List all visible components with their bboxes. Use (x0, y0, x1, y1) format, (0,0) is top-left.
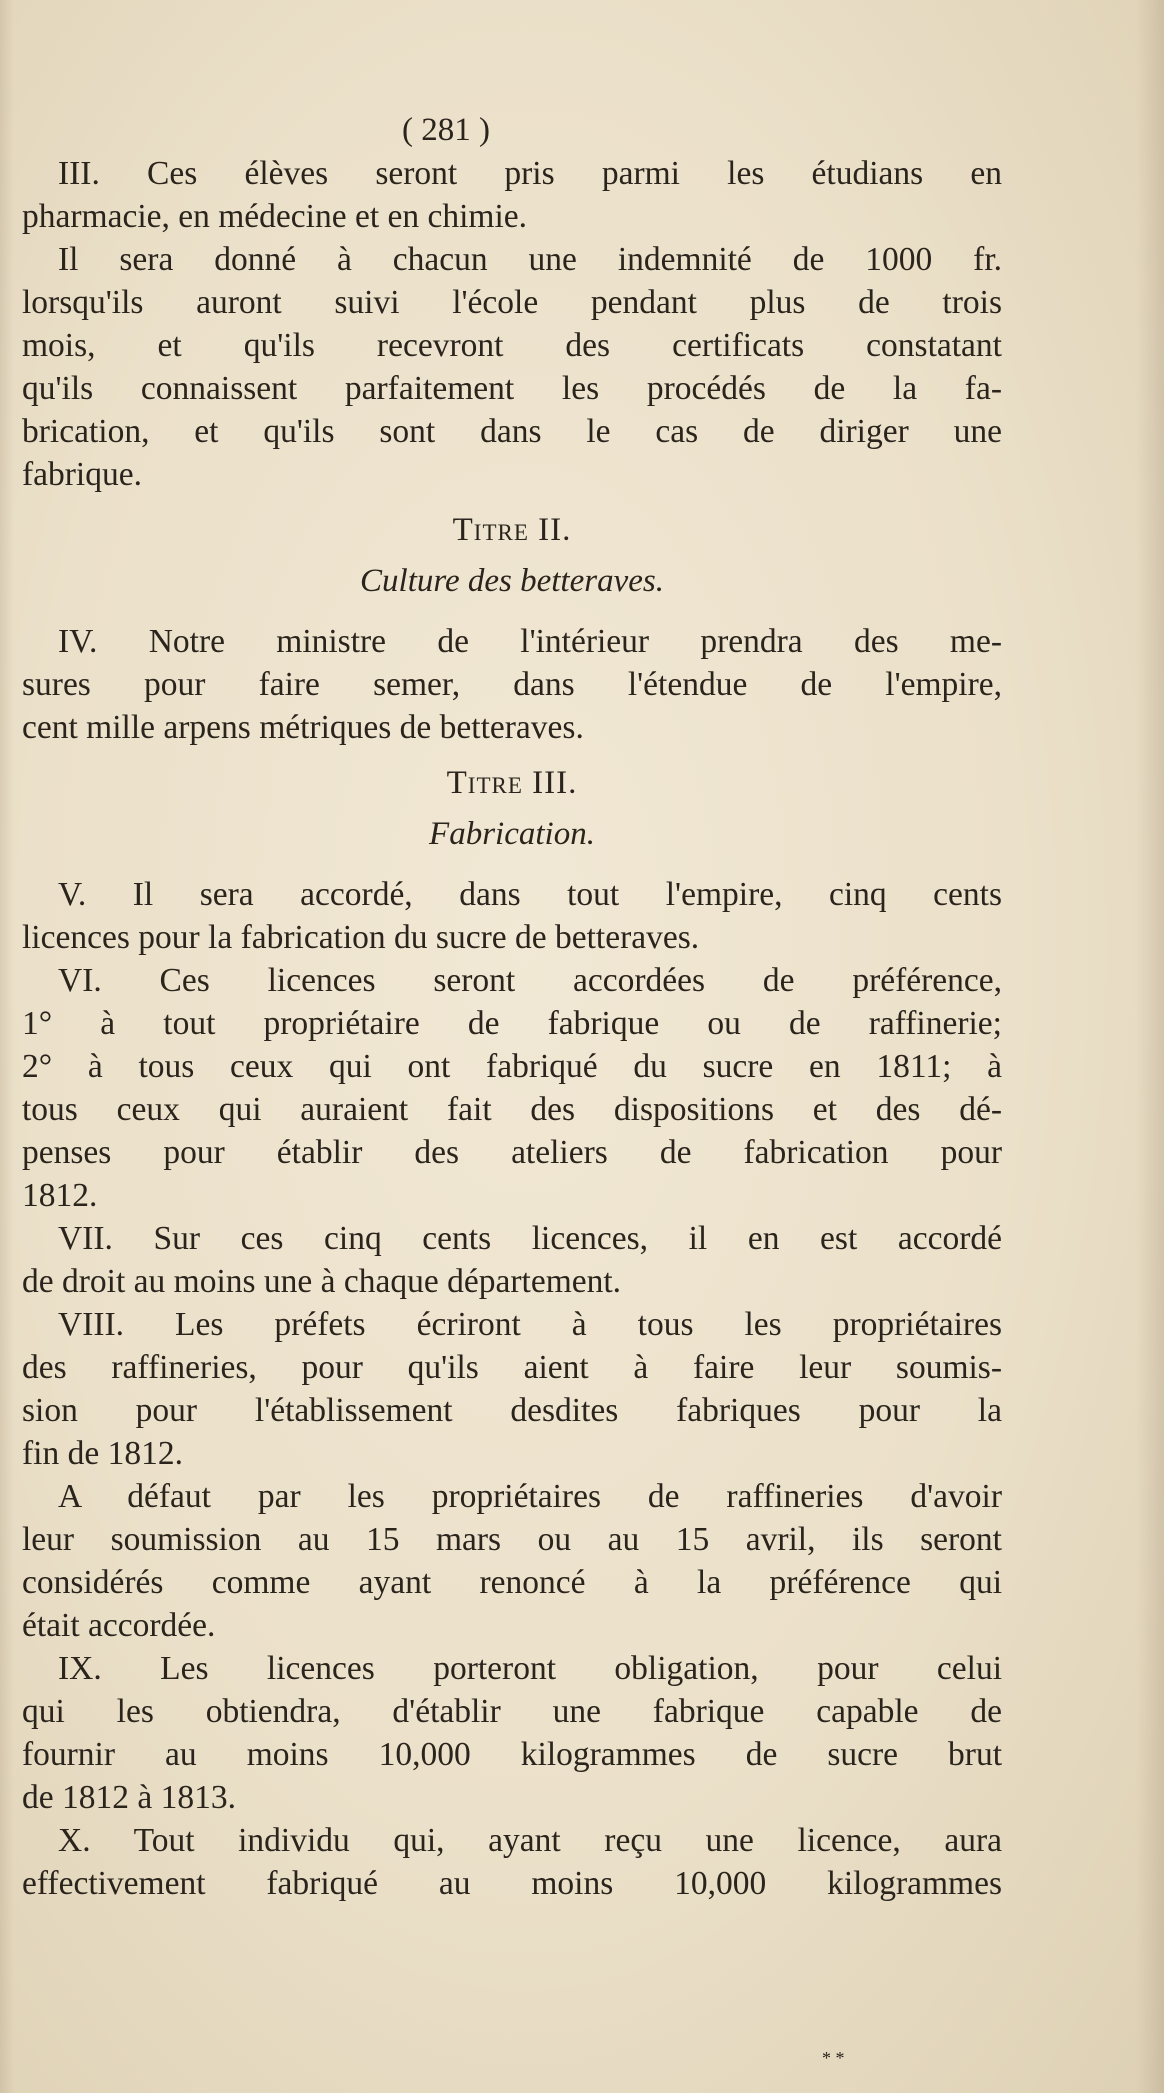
text-line: IX. Les licences porteront obligation, pour celui (58, 1650, 1002, 1687)
text-line: V. Il sera accordé, dans tout l'empire, cinq cents (58, 876, 1002, 913)
text-line: qui les obtiendra, d'établir une fabrique capable de (22, 1693, 1002, 1730)
paragraph-article-7 (22, 1217, 1002, 1303)
page-number: ( 281 ) (402, 112, 490, 148)
text-line: pharmacie, en médecine et en chimie. (22, 198, 528, 235)
paragraph-article-8 (22, 1303, 1002, 1475)
text-line: leur soumission au 15 mars ou au 15 avril, ils seront (22, 1521, 1002, 1558)
paragraph-article-5 (22, 873, 1002, 959)
text-line: mois, et qu'ils recevront des certificats constatant (22, 327, 1002, 364)
section-heading-titre-3: Titre III. (446, 765, 578, 801)
text-line: sion pour l'établissement desdites fabriques pour la (22, 1392, 1002, 1429)
paragraph-article-9 (22, 1647, 1002, 1819)
text-line: 1° à tout propriétaire de fabrique ou de raffinerie; (22, 1005, 1002, 1042)
text-line: cent mille arpens métriques de betteraves. (22, 709, 584, 746)
section-subtitle-fabrication: Fabrication. (429, 816, 595, 852)
section-heading-titre-2: Titre II. (452, 512, 572, 548)
paragraph-article-3 (22, 152, 1002, 238)
text-line: IV. Notre ministre de l'intérieur prendra des me- (58, 623, 1002, 660)
text-line: des raffineries, pour qu'ils aient à faire leur soumis- (22, 1349, 1002, 1386)
text-line: VI. Ces licences seront accordées de préférence, (58, 962, 1002, 999)
page-edge-right (1136, 0, 1164, 2093)
text-line: considérés comme ayant renoncé à la préférence qui (22, 1564, 1002, 1601)
text-line: VII. Sur ces cinq cents licences, il en est accordé (58, 1220, 1002, 1257)
text-line: penses pour établir des ateliers de fabrication pour (22, 1134, 1002, 1171)
text-line: licences pour la fabrication du sucre de betteraves. (22, 919, 700, 956)
text-line: de droit au moins une à chaque département. (22, 1263, 622, 1300)
paragraph-article-4 (22, 620, 1002, 749)
page-edge-left (0, 0, 14, 2093)
paragraph-article-10 (22, 1819, 1002, 1905)
text-line: 1812. (22, 1177, 98, 1214)
text-line: qu'ils connaissent parfaitement les procédés de la fa- (22, 370, 1002, 407)
text-line: fournir au moins 10,000 kilogrammes de sucre brut (22, 1736, 1002, 1773)
text-line: était accordée. (22, 1607, 216, 1644)
text-line: de 1812 à 1813. (22, 1779, 236, 1816)
text-body (22, 108, 1002, 1905)
text-line: brication, et qu'ils sont dans le cas de diriger une (22, 413, 1002, 450)
text-line: 2° à tous ceux qui ont fabriqué du sucre en 1811; à (22, 1048, 1002, 1085)
text-line: III. Ces élèves seront pris parmi les étudians en (58, 155, 1002, 192)
signature-mark: * * (822, 2048, 845, 2068)
text-line: tous ceux qui auraient fait des dispositions et des dé- (22, 1091, 1002, 1128)
text-line: fin de 1812. (22, 1435, 183, 1472)
text-line: X. Tout individu qui, ayant reçu une licence, aura (58, 1822, 1002, 1859)
text-line: Il sera donné à chacun une indemnité de 1000 fr. (58, 241, 1002, 278)
section-subtitle-culture: Culture des betteraves. (360, 563, 664, 599)
text-line: effectivement fabriqué au moins 10,000 kilogrammes (22, 1865, 1002, 1902)
text-line: lorsqu'ils auront suivi l'école pendant plus de trois (22, 284, 1002, 321)
text-line: VIII. Les préfets écriront à tous les propriétaires (58, 1306, 1002, 1343)
paragraph-article-8-default (22, 1475, 1002, 1647)
text-line: A défaut par les propriétaires de raffineries d'avoir (58, 1478, 1002, 1515)
text-line: sures pour faire semer, dans l'étendue de l'empire, (22, 666, 1002, 703)
paragraph-indemnity (22, 238, 1002, 496)
paragraph-article-6 (22, 959, 1002, 1217)
text-line: fabrique. (22, 456, 142, 493)
